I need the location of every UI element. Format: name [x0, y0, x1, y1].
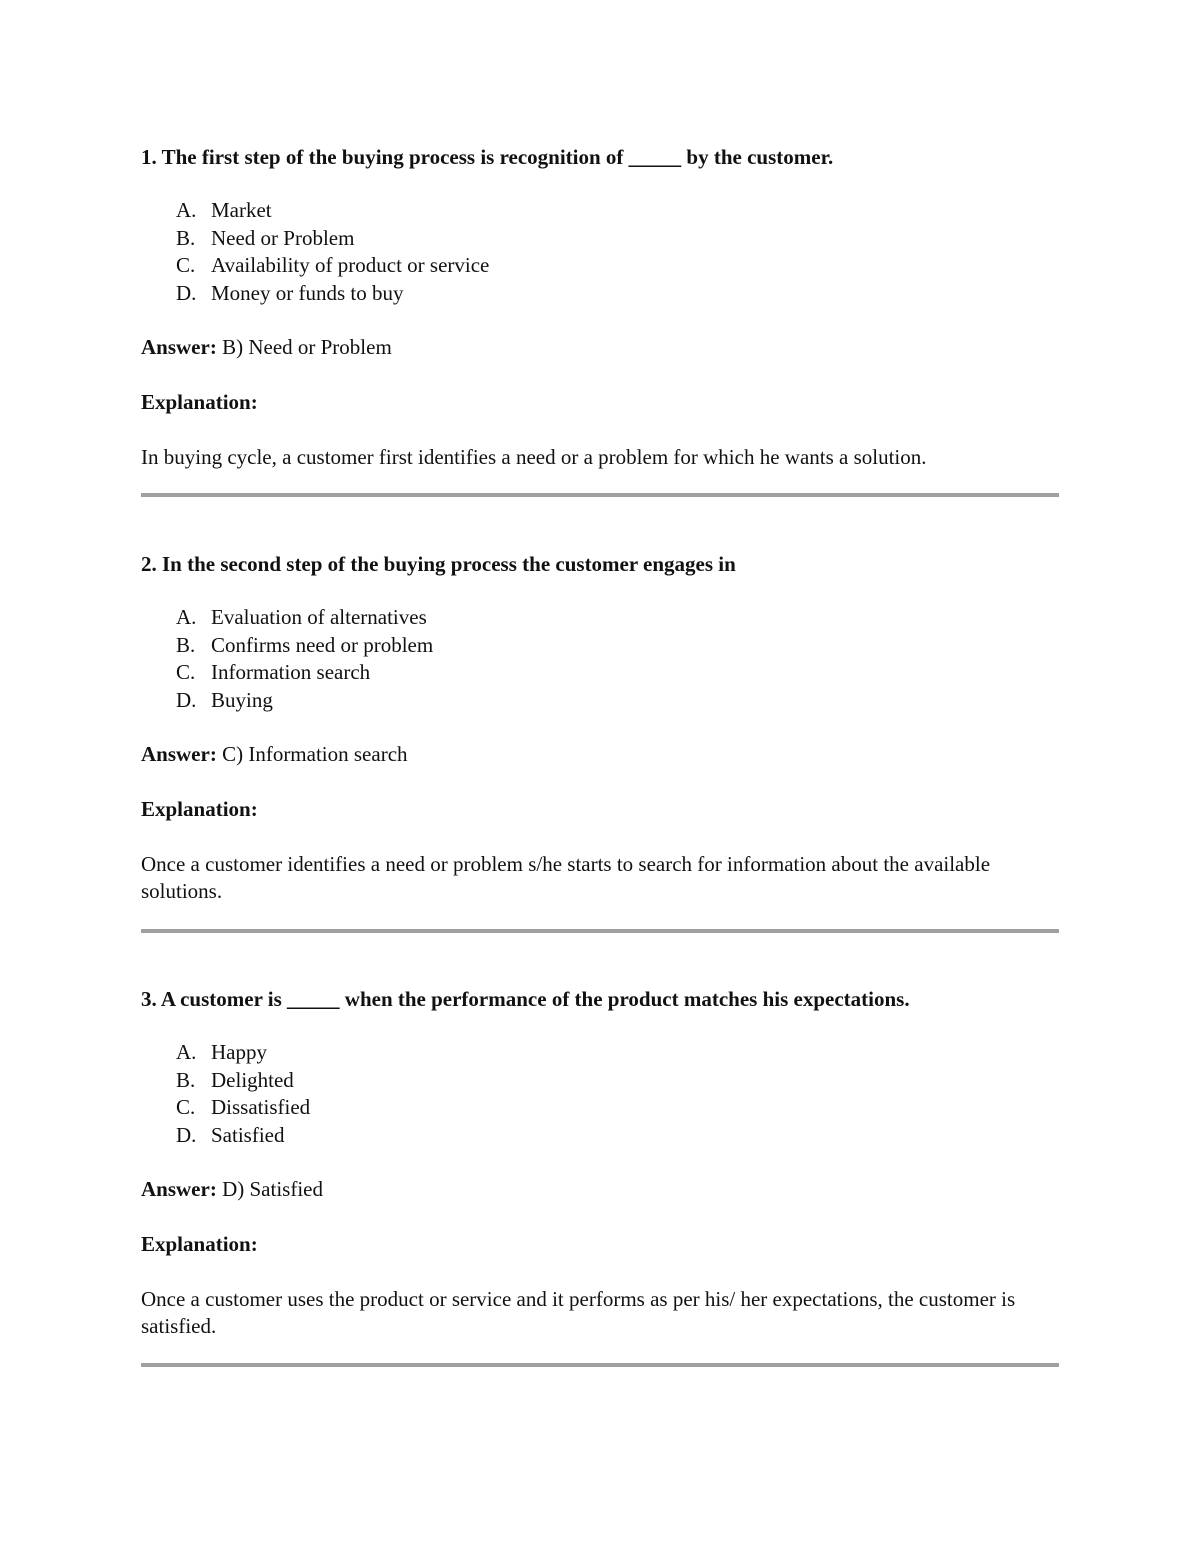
option-item	[176, 632, 1059, 660]
explanation-label: Explanation:	[141, 1232, 258, 1256]
answer-label: Answer:	[141, 742, 217, 766]
section-divider	[141, 1363, 1059, 1367]
option-text: Happy	[211, 1040, 267, 1064]
answer-line	[141, 1176, 1059, 1202]
option-text: Availability of product or service	[211, 253, 490, 277]
explanation-label: Explanation:	[141, 390, 258, 414]
answer-label: Answer:	[141, 335, 217, 359]
options-list	[176, 604, 1059, 714]
question-title: 1. The first step of the buying process is recognition of _____ by the customer.	[141, 145, 834, 169]
option-item	[176, 252, 1059, 280]
option-item	[176, 1122, 1059, 1150]
option-letter: A.	[176, 605, 197, 629]
option-item	[176, 280, 1059, 308]
question-block-1	[141, 144, 1059, 471]
option-item	[176, 659, 1059, 687]
option-text: Buying	[211, 687, 273, 712]
option-text: Satisfied	[211, 1122, 285, 1147]
option-text: Money or funds to buy	[211, 280, 404, 305]
option-text: Confirms need or problem	[211, 632, 434, 657]
options-list	[176, 1039, 1059, 1149]
option-letter: B.	[176, 632, 196, 657]
option-item	[176, 1094, 1059, 1122]
option-letter: C.	[176, 253, 196, 277]
option-letter: C.	[176, 1095, 196, 1119]
option-text: Delighted	[211, 1067, 294, 1092]
option-letter: C.	[176, 660, 196, 684]
option-letter: A.	[176, 198, 197, 222]
option-letter: B.	[176, 225, 196, 250]
answer-text: B) Need or Problem	[222, 335, 392, 359]
options-list	[176, 197, 1059, 307]
option-text: Market	[211, 198, 272, 222]
answer-line	[141, 334, 1059, 360]
option-item	[176, 1067, 1059, 1095]
question-title: 2. In the second step of the buying process the customer engages in	[141, 552, 736, 576]
option-text: Information search	[211, 660, 371, 684]
option-letter: D.	[176, 687, 197, 712]
option-letter: D.	[176, 280, 197, 305]
option-letter: A.	[176, 1040, 197, 1064]
option-letter: D.	[176, 1122, 197, 1147]
option-text: Need or Problem	[211, 225, 355, 250]
explanation-text: In buying cycle, a customer first identifies a need or a problem for which he wants a solution.	[141, 445, 927, 469]
option-item	[176, 687, 1059, 715]
explanation-text: Once a customer uses the product or service and it performs as per his/ her expectations, the customer is satisfied.	[141, 1287, 1016, 1338]
explanation-text: Once a customer identifies a need or problem s/he starts to search for information about the available solutions.	[141, 852, 991, 903]
option-item	[176, 197, 1059, 225]
answer-label: Answer:	[141, 1177, 217, 1201]
answer-line	[141, 741, 1059, 767]
option-text: Dissatisfied	[211, 1095, 311, 1119]
option-text: Evaluation of alternatives	[211, 605, 427, 629]
question-block-2	[141, 551, 1059, 905]
option-letter: B.	[176, 1067, 196, 1092]
question-block-3	[141, 986, 1059, 1340]
section-divider	[141, 929, 1059, 933]
option-item	[176, 1039, 1059, 1067]
option-item	[176, 225, 1059, 253]
answer-text: C) Information search	[222, 742, 408, 766]
section-divider	[141, 493, 1059, 497]
answer-text: D) Satisfied	[222, 1177, 323, 1201]
explanation-label: Explanation:	[141, 797, 258, 821]
question-title: 3. A customer is _____ when the performance of the product matches his expectations.	[141, 987, 910, 1011]
option-item	[176, 604, 1059, 632]
